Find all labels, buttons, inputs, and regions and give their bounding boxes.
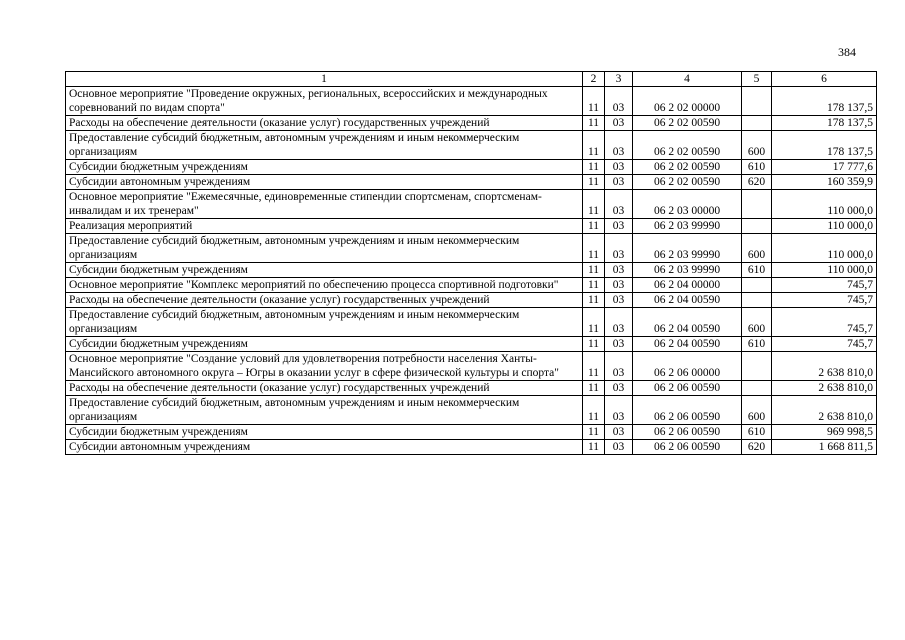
row-section-cell: 11 — [583, 425, 605, 440]
row-amount-cell: 745,7 — [772, 278, 877, 293]
row-subsection-cell: 03 — [605, 381, 633, 396]
row-name-cell: Расходы на обеспечение деятельности (оказание услуг) государственных учреждений — [66, 381, 583, 396]
row-amount-cell: 745,7 — [772, 337, 877, 352]
page-number: 384 — [838, 45, 856, 59]
row-type-cell — [742, 381, 772, 396]
row-type-cell: 600 — [742, 308, 772, 337]
row-section-cell: 11 — [583, 293, 605, 308]
row-type-cell: 610 — [742, 263, 772, 278]
row-name-cell: Реализация мероприятий — [66, 219, 583, 234]
row-code-cell: 06 2 03 99990 — [633, 263, 742, 278]
row-code-cell: 06 2 06 00590 — [633, 381, 742, 396]
table-row — [66, 190, 877, 219]
row-section-cell: 11 — [583, 160, 605, 175]
row-name-cell: Основное мероприятие "Создание условий для удовлетворения потребности населения Ханты-Мансийского автономного округа – Югры в оказании услуг в сфере физической культуры и спорта" — [66, 352, 583, 381]
row-subsection-cell: 03 — [605, 190, 633, 219]
row-amount-cell: 745,7 — [772, 293, 877, 308]
row-type-cell — [742, 352, 772, 381]
row-type-cell: 600 — [742, 234, 772, 263]
row-type-cell: 620 — [742, 175, 772, 190]
row-code-cell: 06 2 04 00590 — [633, 308, 742, 337]
row-name-cell: Субсидии автономным учреждениям — [66, 440, 583, 455]
row-name-cell: Предоставление субсидий бюджетным, автономным учреждениям и иным некоммерческим организациям — [66, 131, 583, 160]
row-section-cell: 11 — [583, 175, 605, 190]
row-code-cell: 06 2 02 00590 — [633, 160, 742, 175]
row-code-cell: 06 2 04 00590 — [633, 337, 742, 352]
table-header-row — [66, 72, 877, 87]
table-row — [66, 440, 877, 455]
table-row — [66, 160, 877, 175]
row-amount-cell: 110 000,0 — [772, 234, 877, 263]
row-code-cell: 06 2 02 00590 — [633, 116, 742, 131]
table-row — [66, 396, 877, 425]
row-type-cell: 620 — [742, 440, 772, 455]
row-code-cell: 06 2 03 99990 — [633, 234, 742, 263]
row-subsection-cell: 03 — [605, 219, 633, 234]
row-subsection-cell: 03 — [605, 337, 633, 352]
row-section-cell: 11 — [583, 352, 605, 381]
row-type-cell: 610 — [742, 160, 772, 175]
row-subsection-cell: 03 — [605, 175, 633, 190]
row-type-cell: 610 — [742, 425, 772, 440]
row-name-cell: Субсидии бюджетным учреждениям — [66, 263, 583, 278]
row-section-cell: 11 — [583, 396, 605, 425]
row-amount-cell: 178 137,5 — [772, 116, 877, 131]
row-amount-cell: 178 137,5 — [772, 87, 877, 116]
row-type-cell: 600 — [742, 396, 772, 425]
row-section-cell: 11 — [583, 440, 605, 455]
row-subsection-cell: 03 — [605, 440, 633, 455]
header-col-2: 2 — [583, 72, 605, 87]
row-subsection-cell: 03 — [605, 278, 633, 293]
row-code-cell: 06 2 06 00590 — [633, 396, 742, 425]
row-section-cell: 11 — [583, 116, 605, 131]
row-type-cell — [742, 219, 772, 234]
row-amount-cell: 160 359,9 — [772, 175, 877, 190]
row-amount-cell: 2 638 810,0 — [772, 381, 877, 396]
row-subsection-cell: 03 — [605, 396, 633, 425]
table-row — [66, 425, 877, 440]
table-row — [66, 352, 877, 381]
row-amount-cell: 178 137,5 — [772, 131, 877, 160]
row-amount-cell: 2 638 810,0 — [772, 352, 877, 381]
row-subsection-cell: 03 — [605, 425, 633, 440]
header-col-1: 1 — [66, 72, 583, 87]
row-code-cell: 06 2 06 00590 — [633, 440, 742, 455]
row-amount-cell: 110 000,0 — [772, 219, 877, 234]
row-name-cell: Расходы на обеспечение деятельности (оказание услуг) государственных учреждений — [66, 116, 583, 131]
row-name-cell: Основное мероприятие "Комплекс мероприятий по обеспечению процесса спортивной подготовки" — [66, 278, 583, 293]
row-code-cell: 06 2 04 00000 — [633, 278, 742, 293]
table-row — [66, 87, 877, 116]
row-subsection-cell: 03 — [605, 234, 633, 263]
table-row — [66, 278, 877, 293]
row-type-cell — [742, 293, 772, 308]
row-section-cell: 11 — [583, 337, 605, 352]
row-subsection-cell: 03 — [605, 116, 633, 131]
header-col-5: 5 — [742, 72, 772, 87]
row-section-cell: 11 — [583, 219, 605, 234]
row-amount-cell: 2 638 810,0 — [772, 396, 877, 425]
row-amount-cell: 110 000,0 — [772, 263, 877, 278]
row-code-cell: 06 2 06 00590 — [633, 425, 742, 440]
row-section-cell: 11 — [583, 190, 605, 219]
row-name-cell: Расходы на обеспечение деятельности (оказание услуг) государственных учреждений — [66, 293, 583, 308]
row-code-cell: 06 2 02 00000 — [633, 87, 742, 116]
row-section-cell: 11 — [583, 381, 605, 396]
row-amount-cell: 1 668 811,5 — [772, 440, 877, 455]
row-name-cell: Субсидии бюджетным учреждениям — [66, 160, 583, 175]
table-row — [66, 131, 877, 160]
row-section-cell: 11 — [583, 131, 605, 160]
row-section-cell: 11 — [583, 234, 605, 263]
table-row — [66, 263, 877, 278]
row-subsection-cell: 03 — [605, 87, 633, 116]
header-col-3: 3 — [605, 72, 633, 87]
row-type-cell: 600 — [742, 131, 772, 160]
row-subsection-cell: 03 — [605, 308, 633, 337]
row-subsection-cell: 03 — [605, 160, 633, 175]
row-code-cell: 06 2 03 99990 — [633, 219, 742, 234]
row-name-cell: Предоставление субсидий бюджетным, автономным учреждениям и иным некоммерческим организациям — [66, 234, 583, 263]
table-row — [66, 234, 877, 263]
row-type-cell — [742, 116, 772, 131]
row-code-cell: 06 2 03 00000 — [633, 190, 742, 219]
row-type-cell — [742, 190, 772, 219]
row-section-cell: 11 — [583, 278, 605, 293]
row-name-cell: Субсидии бюджетным учреждениям — [66, 425, 583, 440]
row-type-cell — [742, 87, 772, 116]
row-amount-cell: 745,7 — [772, 308, 877, 337]
table-body — [66, 87, 877, 455]
row-name-cell: Субсидии автономным учреждениям — [66, 175, 583, 190]
header-col-4: 4 — [633, 72, 742, 87]
row-subsection-cell: 03 — [605, 263, 633, 278]
table-row — [66, 337, 877, 352]
row-code-cell: 06 2 02 00590 — [633, 175, 742, 190]
table-row — [66, 308, 877, 337]
row-name-cell: Предоставление субсидий бюджетным, автономным учреждениям и иным некоммерческим организациям — [66, 396, 583, 425]
row-name-cell: Субсидии бюджетным учреждениям — [66, 337, 583, 352]
budget-table — [65, 71, 877, 455]
row-section-cell: 11 — [583, 308, 605, 337]
row-code-cell: 06 2 04 00590 — [633, 293, 742, 308]
table-row — [66, 219, 877, 234]
row-subsection-cell: 03 — [605, 131, 633, 160]
row-amount-cell: 110 000,0 — [772, 190, 877, 219]
row-type-cell — [742, 278, 772, 293]
table-row — [66, 293, 877, 308]
row-name-cell: Основное мероприятие "Проведение окружных, региональных, всероссийских и международных соревнований по видам спорта" — [66, 87, 583, 116]
row-section-cell: 11 — [583, 87, 605, 116]
header-col-6: 6 — [772, 72, 877, 87]
row-amount-cell: 969 998,5 — [772, 425, 877, 440]
table-row — [66, 116, 877, 131]
row-code-cell: 06 2 06 00000 — [633, 352, 742, 381]
table-row — [66, 175, 877, 190]
row-code-cell: 06 2 02 00590 — [633, 131, 742, 160]
row-name-cell: Основное мероприятие "Ежемесячные, единовременные стипендии спортсменам, спортсменам-инвалидам и их тренерам" — [66, 190, 583, 219]
row-subsection-cell: 03 — [605, 293, 633, 308]
row-subsection-cell: 03 — [605, 352, 633, 381]
table-row — [66, 381, 877, 396]
row-type-cell: 610 — [742, 337, 772, 352]
row-amount-cell: 17 777,6 — [772, 160, 877, 175]
row-name-cell: Предоставление субсидий бюджетным, автономным учреждениям и иным некоммерческим организациям — [66, 308, 583, 337]
row-section-cell: 11 — [583, 263, 605, 278]
